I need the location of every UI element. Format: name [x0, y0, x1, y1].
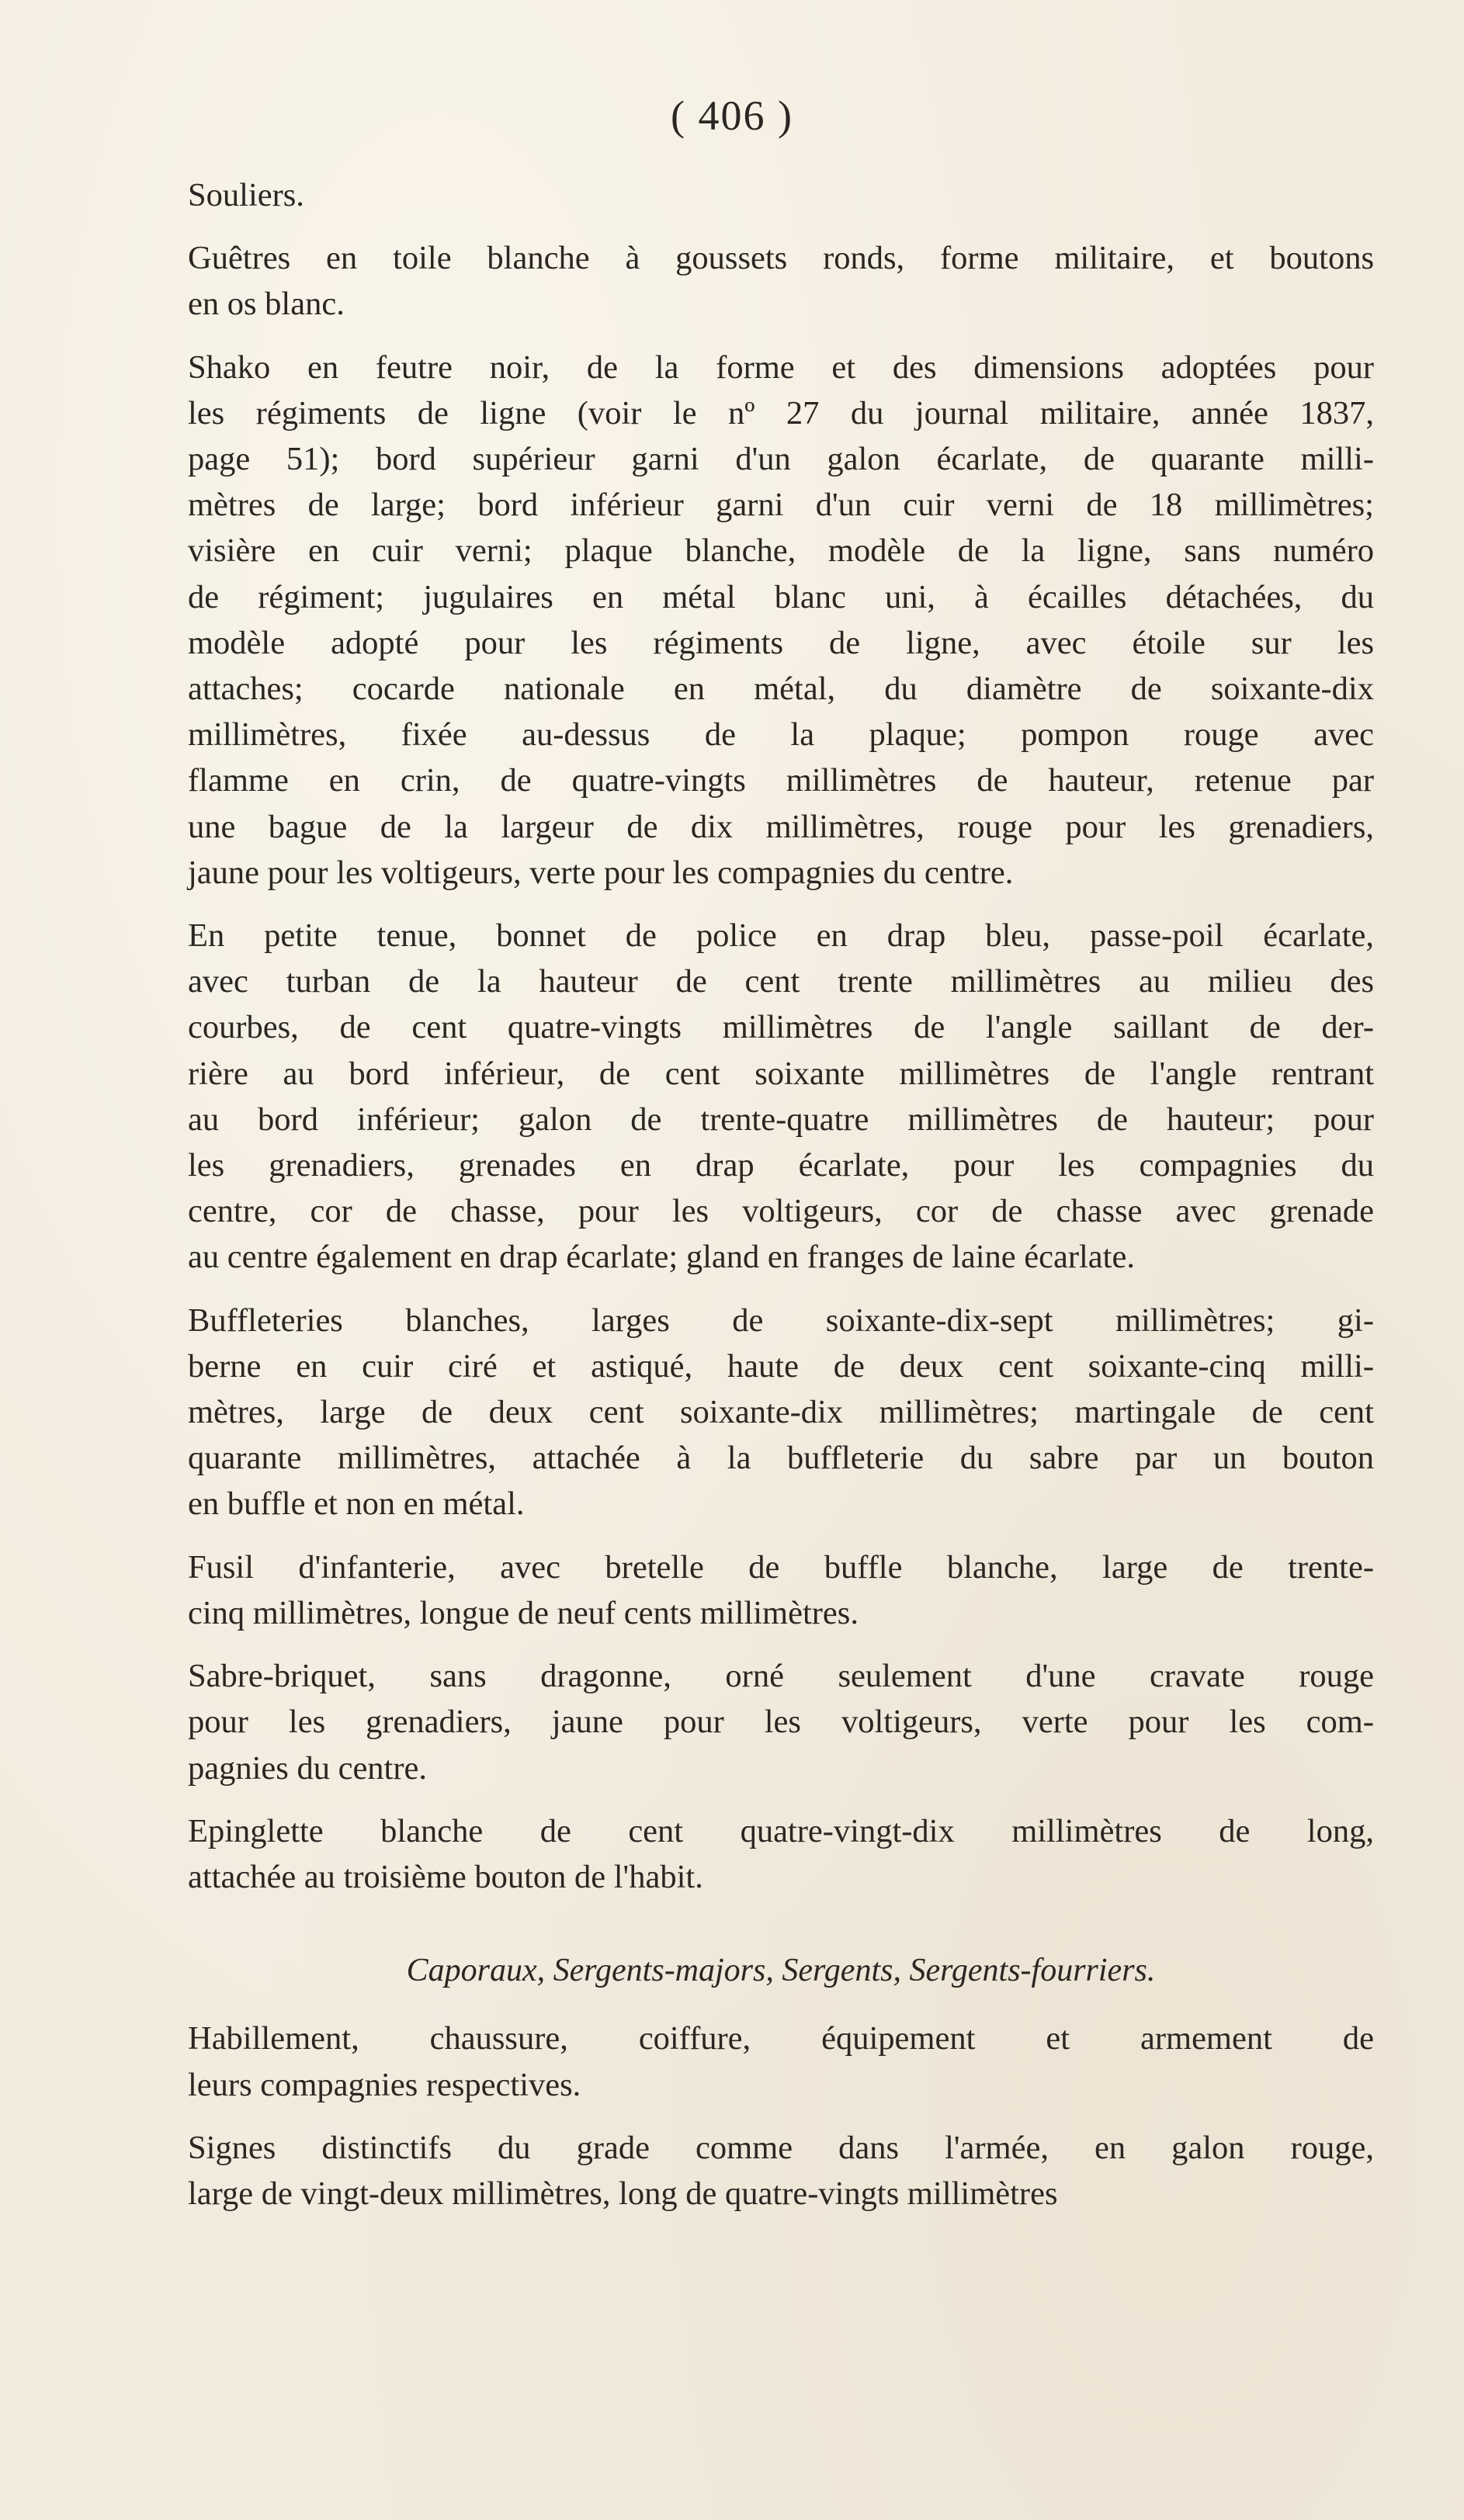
paragraph [188, 1298, 1374, 1527]
text-line: quarante millimètres, attachée à la buffleterie du sabre par un bouton [188, 1440, 1374, 1477]
text-line: Fusil d'infanterie, avec bretelle de buffle blanche, large de trente- [188, 1548, 1374, 1586]
text-line: Sabre-briquet, sans dragonne, orné seulement d'une cravate rouge [188, 1658, 1374, 1695]
text-line: large de vingt-deux millimètres, long de quatre-vingts millimètres [188, 2175, 1058, 2212]
text-line: en buffle et non en métal. [188, 1485, 525, 1523]
text-line: leurs compagnies respectives. [188, 2066, 581, 2103]
text-line: Signes distinctifs du grade comme dans l'armée, en galon rouge, [188, 2129, 1374, 2166]
paragraph [188, 1808, 1374, 1900]
text-line: attaches; cocarde nationale en métal, du diamètre de soixante-dix [188, 671, 1374, 708]
body-text [188, 172, 1374, 2234]
text-line: cinq millimètres, longue de neuf cents millimètres. [188, 1594, 859, 1631]
paragraph [188, 1653, 1374, 1791]
text-line: mètres de large; bord inférieur garni d'un cuir verni de 18 millimètres; [188, 487, 1374, 524]
text-line: les régiments de ligne (voir le nº 27 du journal militaire, année 1837, [188, 394, 1374, 432]
paragraph [188, 345, 1374, 896]
paragraph [188, 913, 1374, 1281]
paragraph [188, 1544, 1374, 1636]
text-line: Epinglette blanche de cent quatre-vingt-dix millimètres de long, [188, 1812, 1374, 1849]
text-line: modèle adopté pour les régiments de ligne, avec étoile sur les [188, 624, 1374, 661]
section-heading: Caporaux, Sergents-majors, Sergents, Sergents-fourriers. [406, 1953, 1156, 1989]
text-line: En petite tenue, bonnet de police en drap bleu, passe-poil écarlate, [188, 917, 1374, 955]
text-line: Buffleteries blanches, larges de soixante-dix-sept millimètres; gi- [188, 1302, 1374, 1339]
text-line: une bague de la largeur de dix millimètres, rouge pour les grenadiers, [188, 808, 1374, 845]
text-line: berne en cuir ciré et astiqué, haute de deux cent soixante-cinq milli- [188, 1347, 1374, 1385]
text-line: attachée au troisième bouton de l'habit. [188, 1858, 703, 1895]
text-line: millimètres, fixée au-dessus de la plaque; pompon rouge avec [188, 716, 1374, 754]
text-line: pour les grenadiers, jaune pour les voltigeurs, verte pour les com- [188, 1704, 1374, 1741]
text-line: en os blanc. [188, 286, 345, 323]
text-line: Shako en feutre noir, de la forme et des dimensions adoptées pour [188, 348, 1374, 386]
text-line: avec turban de la hauteur de cent trente millimètres au milieu des [188, 963, 1374, 1000]
text-line: page 51); bord supérieur garni d'un galon écarlate, de quarante milli- [188, 441, 1374, 478]
text-line: Souliers. [188, 177, 304, 213]
text-line: visière en cuir verni; plaque blanche, modèle de la ligne, sans numéro [188, 532, 1374, 570]
paragraphs-after-heading [188, 2016, 1374, 2217]
text-line: centre, cor de chasse, pour les voltigeurs, cor de chasse avec grenade [188, 1193, 1374, 1230]
page-number: ( 406 ) [671, 92, 793, 139]
text-line: jaune pour les voltigeurs, verte pour les compagnies du centre. [188, 854, 1014, 891]
text-line: pagnies du centre. [188, 1749, 428, 1787]
text-line: au centre également en drap écarlate; gland en franges de laine écarlate. [188, 1239, 1135, 1276]
text-line: rière au bord inférieur, de cent soixante millimètres de l'angle rentrant [188, 1055, 1374, 1092]
text-line: de régiment; jugulaires en métal blanc uni, à écailles détachées, du [188, 578, 1374, 615]
text-line: mètres, large de deux cent soixante-dix millimètres; martingale de cent [188, 1394, 1374, 1431]
paragraphs-before-heading [188, 172, 1374, 1900]
text-line: courbes, de cent quatre-vingts millimètres de l'angle saillant de der- [188, 1009, 1374, 1046]
text-line: Guêtres en toile blanche à goussets ronds, forme militaire, et boutons [188, 240, 1374, 277]
text-line: Habillement, chaussure, coiffure, équipement et armement de [188, 2020, 1374, 2057]
text-line: les grenadiers, grenades en drap écarlate, pour les compagnies du [188, 1147, 1374, 1184]
text-line: au bord inférieur; galon de trente-quatre millimètres de hauteur; pour [188, 1101, 1374, 1138]
paragraph [188, 2016, 1374, 2107]
paragraph [188, 235, 1374, 327]
paragraph [188, 2125, 1374, 2217]
text-line: flamme en crin, de quatre-vingts millimètres de hauteur, retenue par [188, 762, 1374, 799]
paragraph [188, 172, 1374, 218]
